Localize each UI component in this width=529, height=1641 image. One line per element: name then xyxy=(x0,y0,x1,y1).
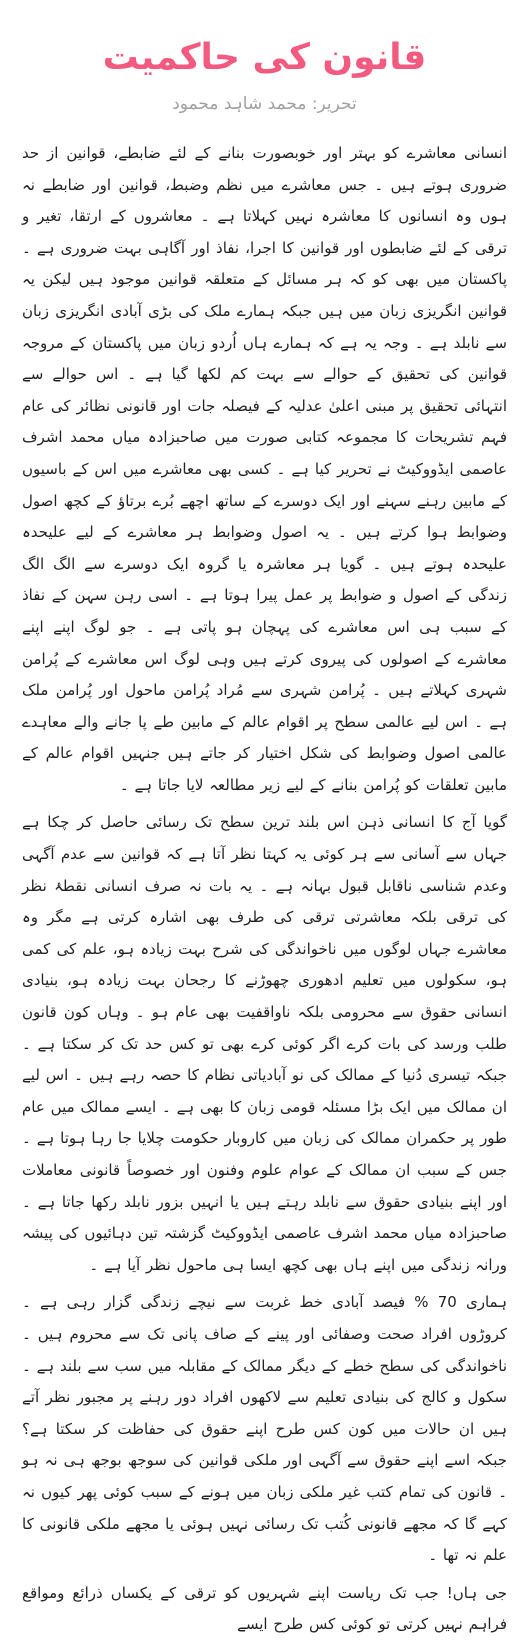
article-paragraph: جی ہاں! جب تک ریاست اپنے شہریوں کو ترقی کے یکساں ذرائع ومواقع فراہم نہیں کرتی تو کوئی کس طرح ایسے xyxy=(22,1583,507,1634)
article-paragraph: ہماری 70 % فیصد آبادی خط غربت سے نیچے زندگی گزار رہی ہے ۔ کروڑوں افراد صحت وصفائی اور پینے کے صاف پانی تک سے محروم ہیں ۔ ناخواندگی کی سطح خطے کے دیگر ممالک کے مقابلہ میں سب سے بلند ہے ۔ سکول و کالج کی بنیادی تعلیم سے لاکھوں افراد دور رہنے پر مجبور نظر آتے ہیں ان حالات میں کون کس طرح اپنے حقوق کی حفاظت کر سکتا ہے؟ جبکہ اسے اپنے حقوق سے آگہی اور ملکی قوانین کی سوجھ بوجھ ہی نہ ہو ۔ قانون کی تمام کتب غیر ملکی زبان میں ہونے کے سبب کوئی پھر کیوں نہ کہے گا کہ مجھے قانونی کُتب تک رسائی نہیں ہوئی یا مجھے ملکی قانونی کا علم نہ تھا ۔ xyxy=(22,1293,507,1565)
article-paragraph: انسانی معاشرے کو بہتر اور خوبصورت بنانے کے لئے ضابطے، قوانین از حد ضروری ہوتے ہیں ۔ جس معاشرے میں نظم وضبط، قوانین اور ضابطے نہ ہوں وہ انسانوں کا معاشرہ نہیں کہلاتا ہے ۔ معاشروں کے ارتقا، تغیر و ترقی کے لئے ضابطوں اور قوانین کا اجرا، نفاذ اور آگاہی بہت ضروری ہے ۔ پاکستان میں بھی کو کہ ہر مسائل کے متعلقہ قوانین موجود ہیں لیکن یہ قوانین انگریزی زبان میں ہیں جبکہ ہمارے ملک کی بڑی آبادی انگریزی زبان سے نابلد ہے ۔ وجہ یہ ہے کہ ہمارے ہاں اُردو زبان میں پاکستان کے مروجہ قوانین کی تحقیق کے حوالے سے بہت کم لکھا گیا ہے ۔ اس حوالے سے انتہائی تحقیق پر مبنی اعلیٰ عدلیہ کے فیصلہ جات اور قانونی نظائر کی عام فہم تشریحات کا مجموعہ کتابی صورت میں صاحبزادہ میاں محمد اشرف عاصمی ایڈووکیٹ نے تحریر کیا ہے ۔ کسی بھی معاشرے میں اس کے باسیوں کے مابین رہنے سہنے اور ایک دوسرے کے ساتھ اچھے بُرے برتاؤ کے کچھ اصول وضوابط ہوا کرتے ہیں ۔ یہ اصول وضوابط ہر معاشرے کے لیے علیحدہ علیحدہ ہوتے ہیں ۔ گویا ہر معاشرہ یا گروہ ایک دوسرے سے الگ الگ زندگی کے اصول و ضوابط پر عمل پیرا ہوتا ہے ۔ اسی رہن سہن کے نفاذ کے سبب ہی اس معاشرے کی پہچان ہو پاتی ہے ۔ جو لوگ اپنے اپنے معاشرے کے اصولوں کی پیروی کرتے ہیں وہی لوگ اس معاشرے کے پُرامن شہری کہلاتے ہیں ۔ پُرامن شہری سے مُراد پُرامن ماحول اور پُرامن ملک ہے ۔ اس لیے عالمی سطح پر اقوام عالم کے مابین طے پا جانے والے معاہدے عالمی اصول وضوابط کی شکل اختیار کر جاتے ہیں جنہیں اقوام عالم کے مابین تعلقات کو پُرامن بنانے کے لیے زیر مطالعہ لایا جاتا ہے ۔ xyxy=(22,144,507,794)
article-paragraph: گویا آج کا انسانی ذہن اس بلند ترین سطح تک رسائی حاصل کر چکا ہے جہاں سے آسانی سے ہر کوئی یہ کہتا نظر آتا ہے کہ قوانین سے عدم آگہی وعدم شناسی ناقابل قبول بہانہ ہے ۔ یہ بات نہ صرف انسانی نقطۂ نظر کی ترقی بلکہ معاشرتی ترقی کی طرف بھی اشارہ کرتی ہے مگر وہ معاشرے جہاں لوگوں میں ناخواندگی کی شرح بہت زیادہ ہو، علم کی کمی ہو، سکولوں میں تعلیم ادھوری چھوڑنے کا رجحان بہت زیادہ ہو، بنیادی انسانی حقوق سے محرومی بلکہ ناواقفیت بھی عام ہو ۔ وہاں کون قانون طلب ورسد کی بات کرے اگر کوئی کرے بھی تو کس حد تک کر سکتا ہے ۔ جبکہ تیسری دُنیا کے ممالک کی نو آبادیاتی نظام کا حصہ رہے ہیں ۔ اس لیے ان ممالک میں ایک بڑا مسئلہ قومی زبان کا بھی ہے ۔ ایسے ممالک میں عام طور پر حکمران ممالک کی زبان میں کاروبار حکومت چلایا جا رہا ہوتا ہے ۔ جس کے سبب ان ممالک کے عوام علوم وفنون اور خصوصاً قانونی معاملات اور اپنے بنیادی حقوق سے نابلد رہتے ہیں یا انہیں بزور نابلد رکھا جاتا ہے ۔ صاحبزادہ میاں محمد اشرف عاصمی ایڈووکیٹ گزشتہ تین دہائیوں کی پیشہ ورانہ زندگی میں اپنے ہاں بھی کچھ ایسا ہی ماحول نظر آیا ہے ۔ xyxy=(22,813,507,1274)
article-byline: تحریر: محمد شاہد محمود xyxy=(172,94,357,114)
article-title: قانون کی حاکمیت xyxy=(102,37,427,78)
